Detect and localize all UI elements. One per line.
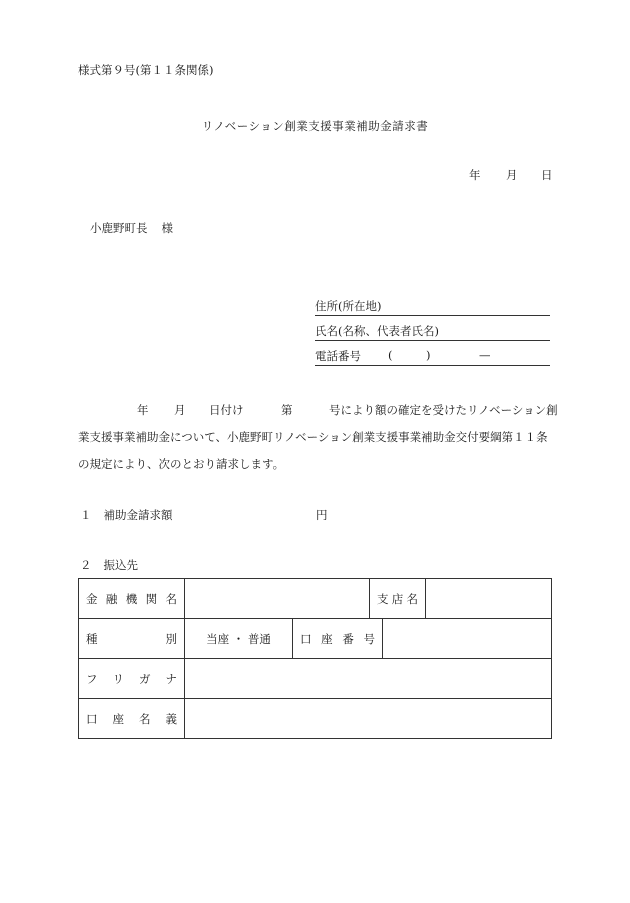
name-label: 氏名(名称、代表者氏名)	[315, 324, 439, 338]
holder-char: 口	[86, 711, 98, 726]
type-char: 別	[165, 631, 177, 646]
body-line3: の規定により、次のとおり請求します。	[78, 457, 285, 471]
account-number-char: 座	[321, 631, 333, 646]
holder-char: 義	[165, 711, 177, 726]
account-number-label	[293, 619, 383, 658]
date-month: 月	[506, 168, 518, 182]
furigana-char: リ	[112, 671, 124, 686]
institution-row	[79, 579, 552, 619]
institution-char: 融	[105, 591, 118, 606]
account-number-value[interactable]	[383, 619, 551, 658]
institution-row-values	[185, 579, 552, 619]
type-char: 種	[86, 631, 98, 646]
form-number: 様式第９号(第１１条関係)	[78, 63, 214, 77]
furigana-label-cell	[79, 659, 185, 699]
furigana-char: ナ	[165, 671, 177, 686]
section2-label: 振込先	[103, 558, 138, 572]
body-line1-text: 号により額の確定を受けたリノベーション創	[329, 403, 558, 417]
furigana-char: ガ	[139, 671, 151, 686]
account-number-char: 口	[300, 631, 312, 646]
account-type-options[interactable]: 当座 ・ 普通	[185, 619, 293, 658]
bank-transfer-table	[78, 578, 552, 739]
addressee-honorific: 様	[161, 221, 173, 235]
institution-label-cell	[79, 579, 185, 619]
branch-label	[370, 579, 426, 618]
section1-label: 補助金請求額	[103, 508, 173, 522]
body-year: 年	[137, 403, 149, 417]
branch-char: 名	[406, 591, 418, 606]
date-day: 日	[541, 168, 553, 182]
address-label: 住所(所在地)	[315, 299, 382, 313]
name-field[interactable]	[315, 323, 550, 341]
address-field[interactable]	[315, 298, 550, 316]
holder-char: 名	[139, 711, 151, 726]
body-dated: 日付け	[209, 403, 244, 417]
branch-char: 支	[377, 591, 389, 606]
account-type-row	[79, 619, 552, 659]
branch-value[interactable]	[426, 579, 551, 618]
furigana-row	[79, 659, 552, 699]
body-line2: 業支援事業補助金について、小鹿野町リノベーション創業支援事業補助金交付要綱第１１条	[78, 430, 548, 444]
section1-number: １	[80, 508, 92, 522]
account-number-char: 番	[342, 631, 354, 646]
body-no-prefix: 第	[281, 403, 293, 417]
section1-unit: 円	[316, 508, 328, 522]
institution-char: 名	[165, 591, 177, 606]
phone-field[interactable]	[315, 348, 550, 366]
section2-heading	[80, 557, 138, 573]
furigana-char: フ	[86, 671, 98, 686]
phone-paren-close: )	[426, 348, 431, 362]
institution-value[interactable]	[185, 579, 370, 618]
section2-number: ２	[80, 558, 92, 572]
phone-dash: —	[479, 348, 491, 362]
account-type-row-values	[185, 619, 552, 659]
account-number-char: 号	[363, 631, 375, 646]
phone-label: 電話番号	[315, 349, 361, 363]
body-month: 月	[174, 403, 186, 417]
phone-paren-open: (	[388, 348, 393, 362]
institution-char: 機	[125, 591, 138, 606]
addressee	[90, 220, 173, 236]
holder-value[interactable]	[185, 699, 552, 739]
holder-char: 座	[112, 711, 124, 726]
institution-char: 関	[145, 591, 158, 606]
branch-char: 店	[391, 591, 404, 606]
section1-heading	[80, 507, 173, 523]
addressee-name: 小鹿野町長	[90, 221, 148, 235]
institution-char: 金	[86, 591, 98, 606]
furigana-value[interactable]	[185, 659, 552, 699]
document-title: リノベーション創業支援事業補助金請求書	[201, 119, 429, 133]
holder-row	[79, 699, 552, 739]
holder-label-cell	[79, 699, 185, 739]
date-year: 年	[469, 168, 481, 182]
type-label-cell	[79, 619, 185, 659]
